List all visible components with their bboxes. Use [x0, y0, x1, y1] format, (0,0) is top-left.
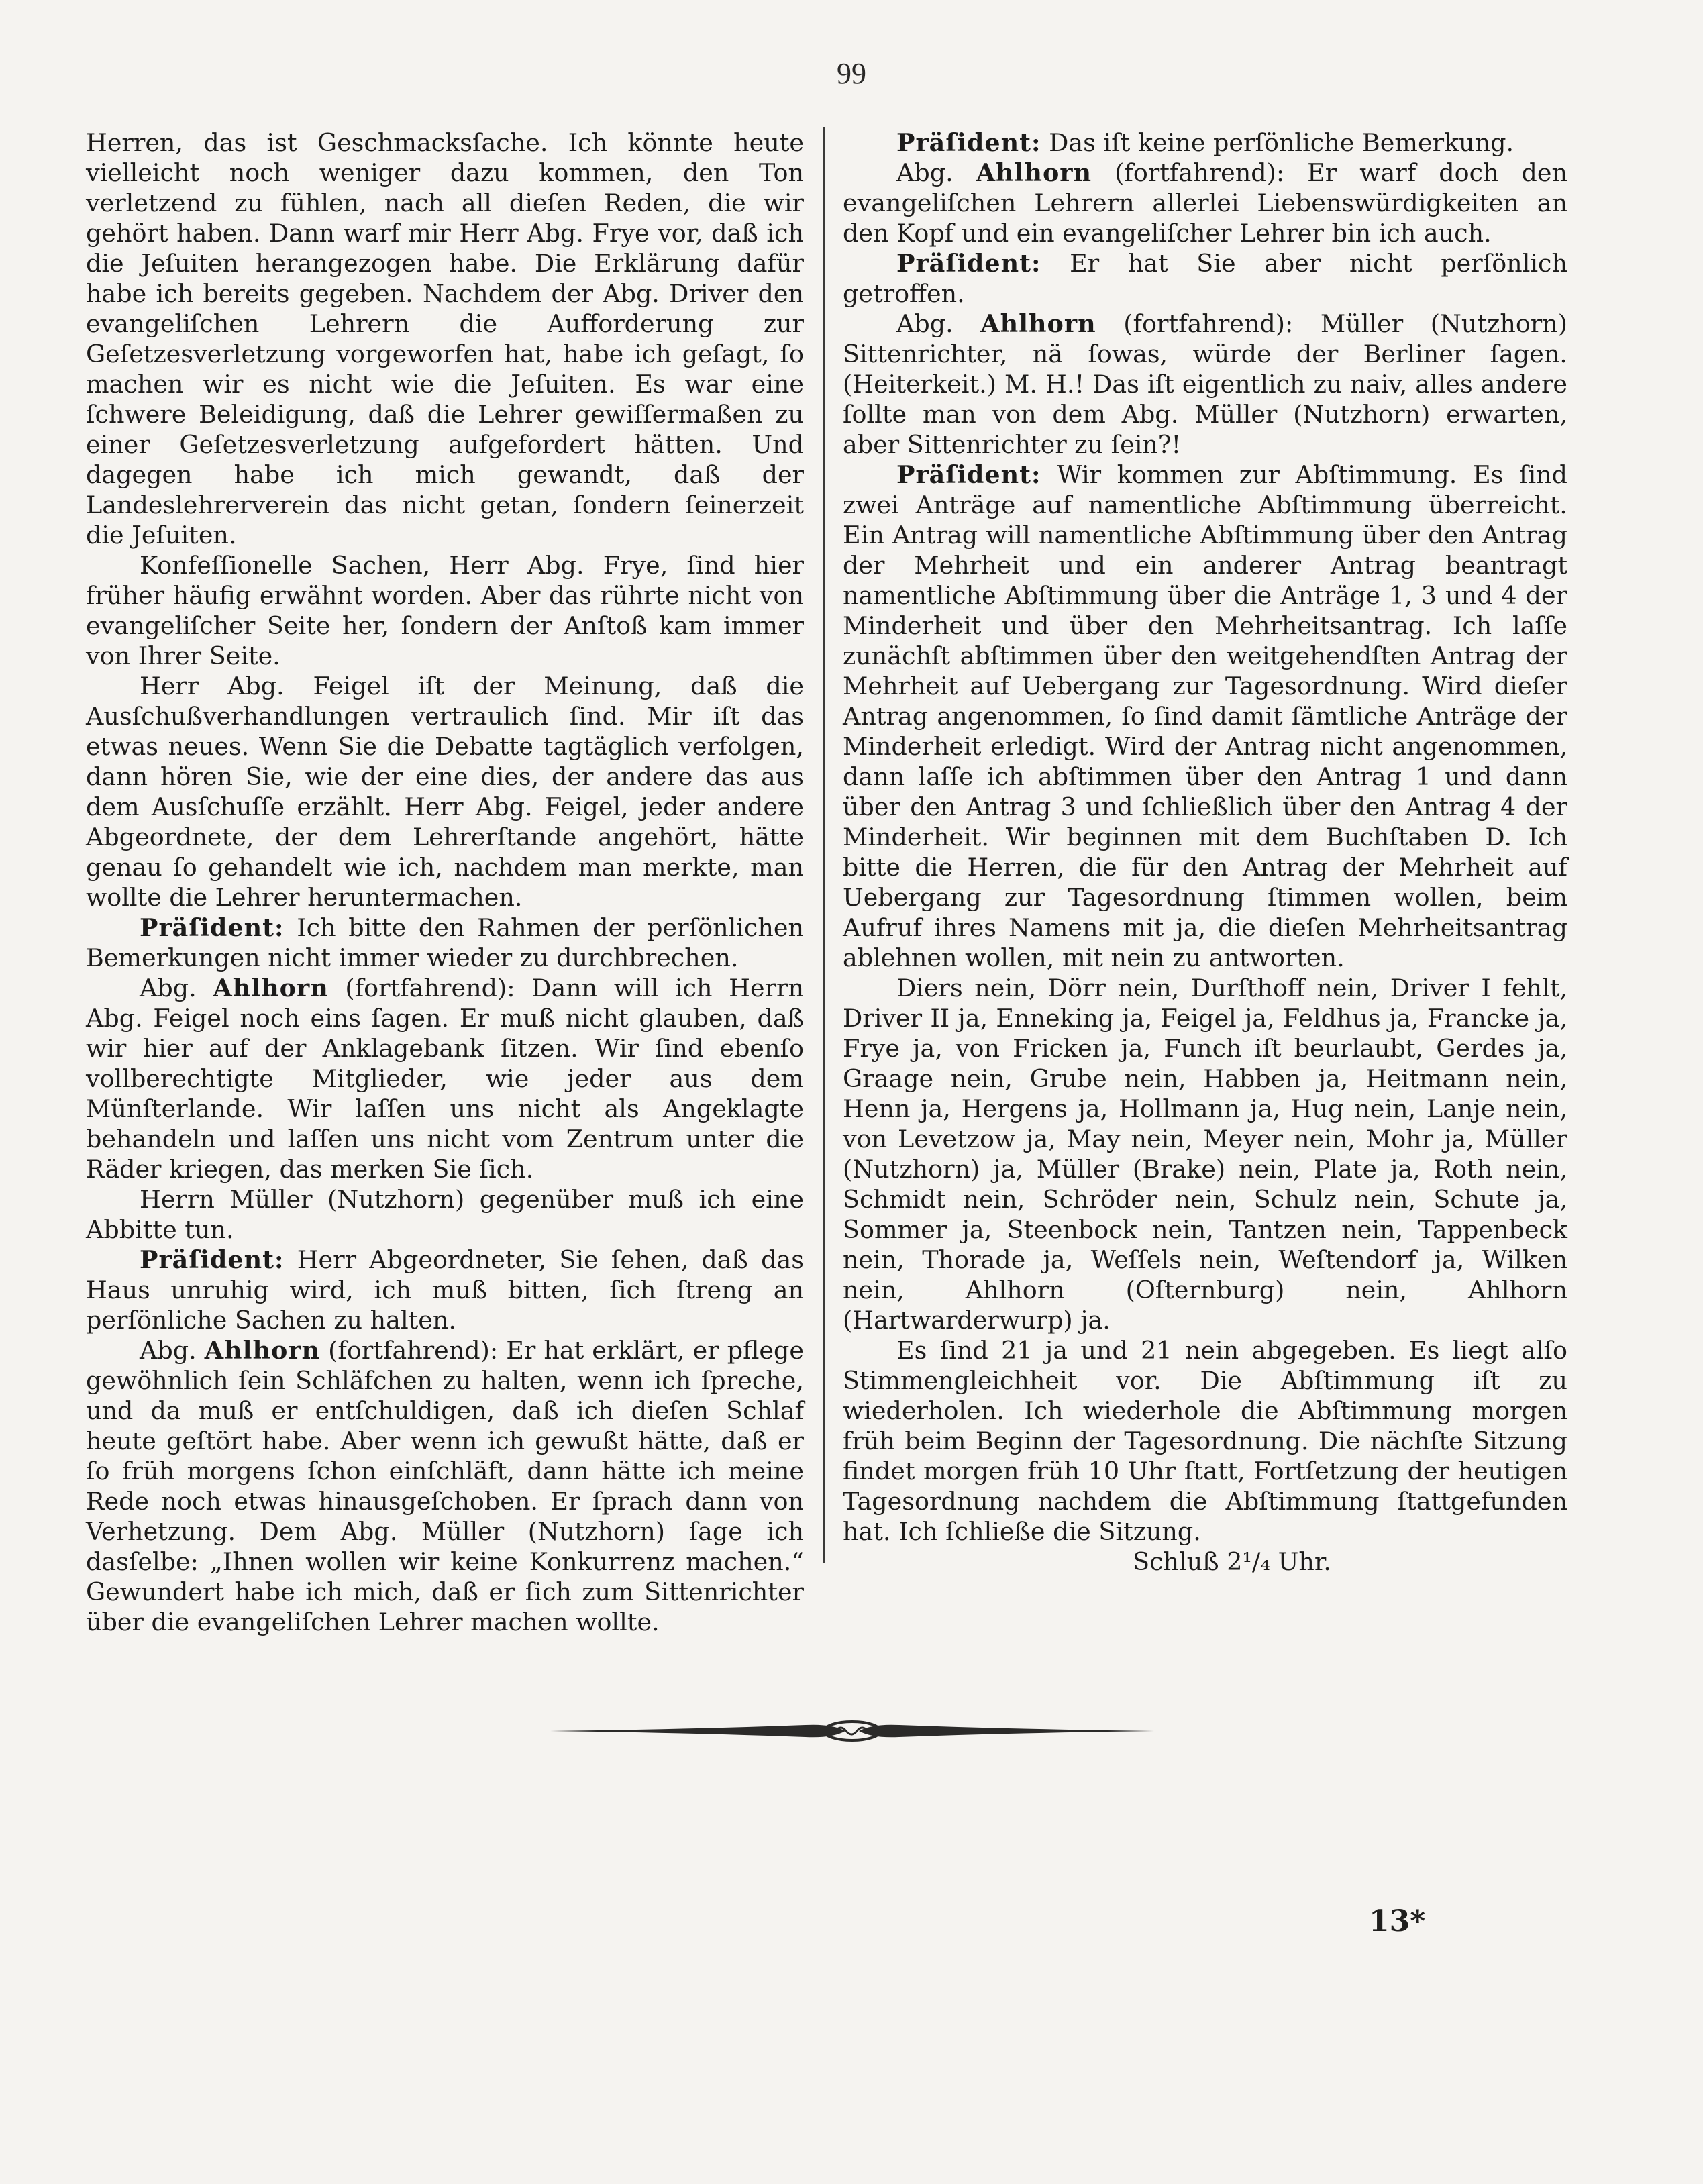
- paragraph: [843, 127, 1567, 158]
- speech-text: (fortfahrend): Er hat erklärt, er pflege gewöhnlich ſein Schläfchen zu halten, wenn ich ſpreche, und da muß er entſchuldigen, daß ich dieſen Schlaf heute geſtört habe. Aber wenn ich gewußt hätte, daß er ſo früh morgens ſchon einſchläft, dann hätte ich meine Rede noch etwas hinausgeſchoben. Er ſprach dann von Verhetzung. Dem Abg. Müller (Nutzhorn) ſage ich dasſelbe: „Ihnen wollen wir keine Konkurrenz machen.“ Gewundert habe ich mich, daß er ſich zum Sittenrichter über die evangeliſchen Lehrer machen wollte.: [86, 1336, 804, 1636]
- paragraph: [86, 973, 804, 1184]
- paragraph: [86, 1335, 804, 1637]
- speech-text: Er hat Sie aber nicht perſönlich getroffen.: [843, 249, 1567, 308]
- speaker-label: Präſident:: [896, 460, 1041, 489]
- speech-text: (fortfahrend): Dann will ich Herrn Abg. Feigel noch eins ſagen. Er muß nicht glauben, daß wir hier auf der Anklagebank ſitzen. Wir ſind ebenſo vollberechtigte Mitglieder, wie jeder aus dem Münſterlande. Wir laſſen uns nicht als Angeklagte behandeln und laſſen uns nicht vom Zentrum unter die Räder kriegen, das merken Sie ſich.: [86, 974, 804, 1184]
- paragraph: [843, 460, 1567, 973]
- speaker-label: Ahlhorn: [980, 309, 1096, 338]
- column-rule: [823, 127, 825, 1563]
- ornament-divider: [550, 1714, 1154, 1748]
- paragraph: [86, 1245, 804, 1335]
- abg-prefix: Abg.: [140, 974, 213, 1002]
- speaker-label: Ahlhorn: [204, 1336, 321, 1365]
- paragraph: Konfeſſionelle Sachen, Herr Abg. Frye, ſind hier früher häufig erwähnt worden. Aber das rührte nicht von evangeliſcher Seite her, ſondern der Anſtoß kam immer von Ihrer Seite.: [86, 551, 804, 670]
- speaker-label: Ahlhorn: [976, 158, 1092, 187]
- abg-prefix: Abg.: [896, 309, 981, 338]
- speaker-label: Präſident:: [140, 913, 285, 942]
- speaker-label: Präſident:: [140, 1245, 285, 1274]
- speech-text: Herr Abgeordneter, Sie ſehen, daß das Haus unruhig wird, ich muß bitten, ſich ſtreng an perſönliche Sachen zu halten.: [86, 1245, 804, 1335]
- paragraph: Herrn Müller (Nutzhorn) gegenüber muß ich eine Abbitte tun.: [86, 1185, 804, 1244]
- paragraph: Herren, das ist Geschmacksſache. Ich könnte heute vielleicht noch weniger dazu kommen, den Ton verletzend zu fühlen, nach all dieſen Reden, die wir gehört haben. Dann warf mir Herr Abg. Frye vor, daß ich die Jeſuiten herangezogen habe. Die Erklärung dafür habe ich bereits gegeben. Nachdem der Abg. Driver den evangeliſchen Lehrern die Aufforderung zur Geſetzesverletzung vorgeworfen hat, habe ich geſagt, ſo machen wir es nicht wie die Jeſuiten. Es war eine ſchwere Beleidigung, daß die Lehrer gewiſſermaßen zu einer Geſetzesverletzung aufgefordert hätten. Und dagegen habe ich mich gewandt, daß der Landeslehrerverein das nicht getan, ſondern ſeinerzeit die Jeſuiten.: [86, 128, 804, 550]
- paragraph: [843, 309, 1567, 460]
- speech-text: Wir kommen zur Abſtimmung. Es ſind zwei Anträge auf namentliche Abſtimmung überreicht. Ein Antrag will namentliche Abſtimmung über den Antrag der Mehrheit und ein anderer Antrag beantragt namentliche Abſtimmung über die Anträge 1, 3 und 4 der Minderheit und über den Mehrheitsantrag. Ich laſſe zunächſt abſtimmen über den weitgehendſten Antrag der Mehrheit auf Uebergang zur Tagesordnung. Wird dieſer Antrag angenommen, ſo ſind damit ſämtliche Anträge der Minderheit erledigt. Wird der Antrag nicht angenommen, dann laſſe ich abſtimmen über den Antrag 1 und dann über den Antrag 3 und ſchließlich über den Antrag 4 der Minderheit. Wir beginnen mit dem Buchſtaben D. Ich bitte die Herren, die für den Antrag der Mehrheit auf Uebergang zur Tagesordnung ſtimmen wollen, beim Aufruf ihres Namens mit ja, die dieſen Mehrheitsantrag ablehnen wollen, mit nein zu antworten.: [843, 460, 1567, 972]
- speech-text: (fortfahrend): Müller (Nutzhorn) Sittenrichter, nä ſowas, würde der Berliner ſagen. (Heiterkeit.) M. H.! Das iſt eigentlich zu naiv, alles andere ſollte man von dem Abg. Müller (Nutzhorn) erwarten, aber Sittenrichter zu ſein?!: [843, 309, 1568, 459]
- left-column: [86, 127, 804, 1637]
- abg-prefix: Abg.: [896, 158, 976, 187]
- paragraph: [843, 158, 1567, 248]
- speaker-label: Präſident:: [896, 249, 1041, 278]
- page-number: 99: [837, 57, 866, 90]
- speaker-label: Präſident:: [896, 128, 1041, 157]
- signature-mark: 13*: [1369, 1904, 1426, 1938]
- vote-list: Diers nein, Dörr nein, Durſthoff nein, Driver I fehlt, Driver II ja, Enneking ja, Feigel ja, Feldhus ja, Francke ja, Frye ja, von Fricken ja, Funch iſt beurlaubt, Gerdes ja, Graage nein, Grube nein, Habben ja, Heitmann nein, Henn ja, Hergens ja, Hollmann ja, Hug nein, Lanje nein, von Levetzow ja, May nein, Meyer nein, Mohr ja, Müller (Nutzhorn) ja, Müller (Brake) nein, Plate ja, Roth nein, Schmidt nein, Schröder nein, Schulz nein, Schute ja, Sommer ja, Steenbock nein, Tantzen nein, Tappenbeck nein, Thorade ja, Weſſels nein, Weſtendorf ja, Wilken nein, Ahlhorn (Oſternburg) nein, Ahlhorn (Hartwarderwurp) ja.: [843, 974, 1567, 1335]
- closing-line: Schluß 2¹/₄ Uhr.: [1133, 1547, 1331, 1576]
- paragraph: Es ſind 21 ja und 21 nein abgegeben. Es liegt alſo Stimmengleichheit vor. Die Abſtimmung iſt zu wiederholen. Ich wiederhole die Abſtimmung morgen früh beim Beginn der Tagesordnung. Die nächſte Sitzung findet morgen früh 10 Uhr ſtatt, Fortſetzung der heutigen Tagesordnung nachdem die Abſtimmung ſtattgefunden hat. Ich ſchließe die Sitzung.: [843, 1336, 1567, 1546]
- speech-text: (fortfahrend): Er warf doch den evangeliſchen Lehrern allerlei Liebenswürdigkeiten an den Kopf und ein evangeliſcher Lehrer bin ich auch.: [843, 158, 1567, 248]
- speaker-label: Ahlhorn: [213, 974, 329, 1002]
- paragraph: [86, 913, 804, 973]
- right-column: [843, 127, 1567, 1577]
- abg-prefix: Abg.: [140, 1336, 205, 1365]
- paragraph: Herr Abg. Feigel iſt der Meinung, daß die Ausſchußverhandlungen vertraulich ſind. Mir iſt das etwas neues. Wenn Sie die Debatte tagtäglich verfolgen, dann hören Sie, wie der eine dies, der andere das aus dem Ausſchuſſe erzählt. Herr Abg. Feigel, jeder andere Abgeordnete, der dem Lehrerſtande angehört, hätte genau ſo gehandelt wie ich, nachdem man merkte, man wollte die Lehrer heruntermachen.: [86, 672, 804, 912]
- paragraph: [843, 248, 1567, 309]
- speech-text: Ich bitte den Rahmen der perſönlichen Bemerkungen nicht immer wieder zu durchbrechen.: [86, 913, 804, 972]
- speech-text: Das iſt keine perſönliche Bemerkung.: [1041, 128, 1514, 157]
